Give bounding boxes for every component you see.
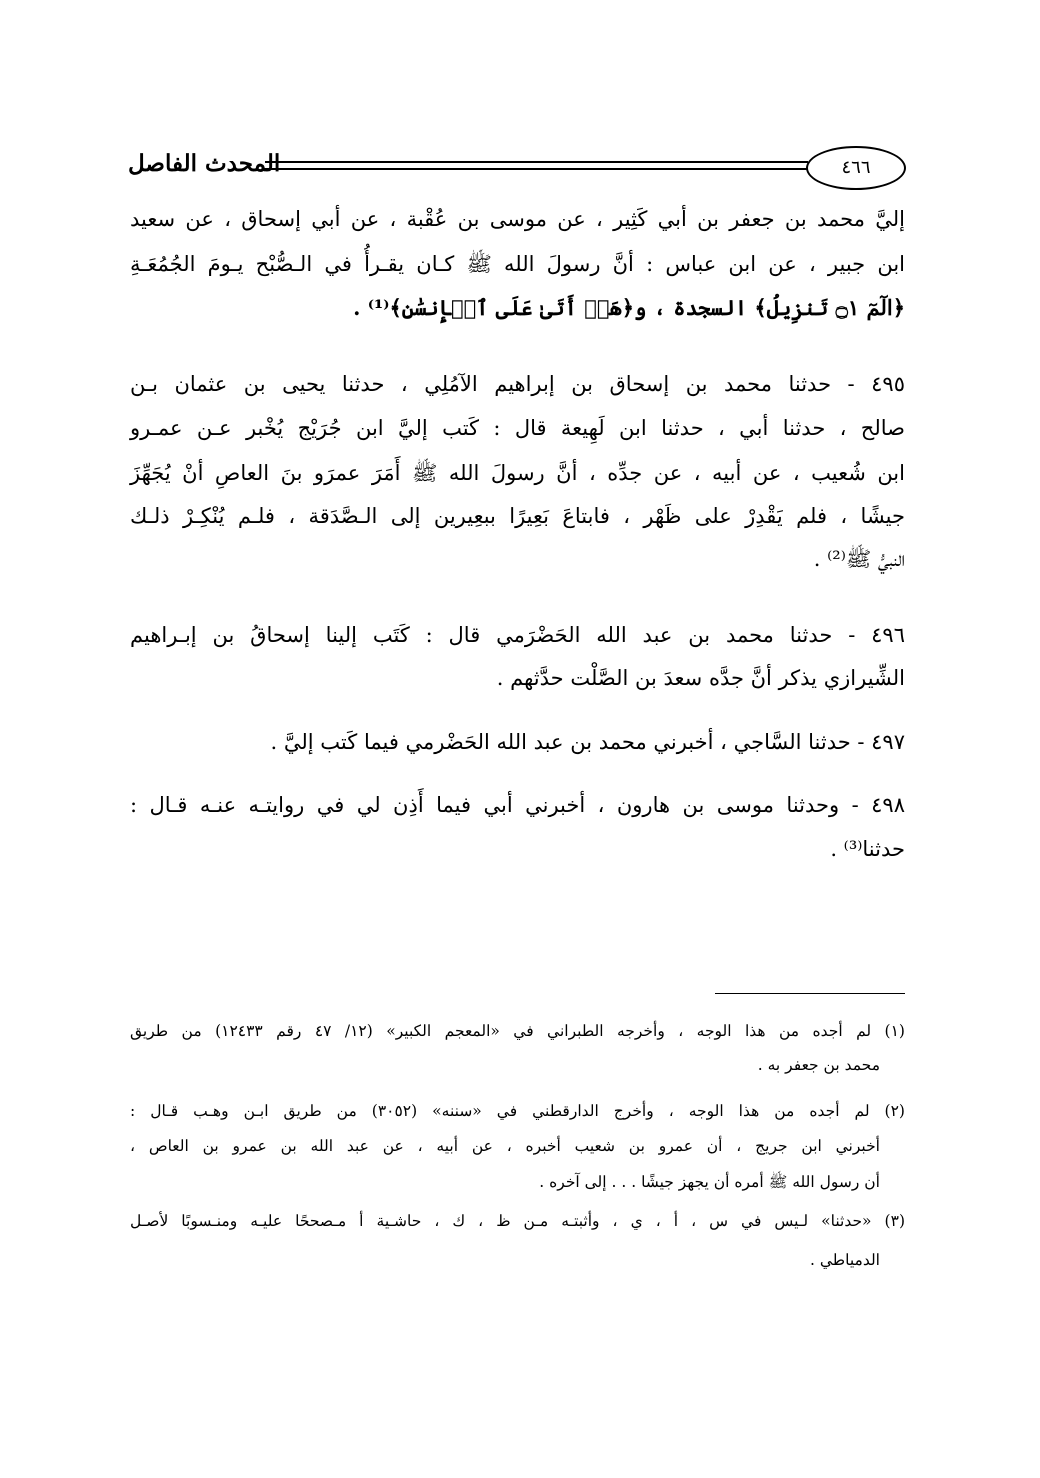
- text-line: النبيُّ ﷺ⁽²⁾ .: [813, 547, 905, 571]
- footnote-line: الدمياطي .: [810, 1251, 880, 1269]
- text-line: جيشًا ، فلم يَقْدِرْ على ظَهْر ، فابتاعَ بَعِيرًا ببعِيرين إلى الـصَّدَقة ، فلـم يُنْكِـرْ ذلـك: [130, 504, 905, 528]
- footnote-line: محمد بن جعفر به .: [757, 1056, 880, 1074]
- footnote-line: أن رسول الله ﷺ أمره أن يجهز جيشًا . . . إلى آخره .: [539, 1173, 880, 1191]
- text-line: حدثنا⁽³⁾ .: [830, 837, 905, 861]
- text-line: الشِّيرازي يذكر أنَّ جدَّه سعدَ بن الصَّلْت حدَّثهم .: [496, 666, 905, 690]
- header-rule: [265, 161, 808, 163]
- book-title: المحدث الفاصل: [128, 150, 281, 177]
- footnote-line: أخبرني ابن جريج ، أن عمرو بن شعيب أخبره ، عن أبيه ، عن عبد الله بن عمرو بن العاص ،: [130, 1137, 880, 1155]
- hadith-496: ٤٩٦ - حدثنا محمد بن عبد الله الحَضْرَمي قال : كَتَب إلينا إسحاقُ بن إبـراهيم: [130, 623, 905, 647]
- footnote-3: (٣) «حدثنا» لـيس في س ، أ ، ي ، وأثبتـه مـن ظ ، ك ، حاشـية أ مـصححًا عليـه ومنـسوبًا لأصـل: [130, 1212, 905, 1230]
- header-rule: [265, 168, 808, 170]
- text-line: ابن جبير ، عن ابن عباس : أنَّ رسولَ الله ﷺ كـان يقـرأُ في الـصُّبْح يـومَ الجُمُعَـةِ: [130, 252, 905, 276]
- text-line: ابن شُعيب ، عن أبيه ، عن جدِّه ، أنَّ رسولَ الله ﷺ أَمَرَ عمرَو بنَ العاصِ أنْ يُجَهِّزَ: [130, 461, 905, 485]
- footnote-2: (٢) لم أجده من هذا الوجه ، وأخرج الدارقطني في «سننه» (٣٠٥٢) من طريق ابـن وهـب قـال :: [130, 1102, 905, 1120]
- hadith-497: ٤٩٧ - حدثنا السَّاجي ، أخبرني محمد بن عبد الله الحَضْرمي فيما كَتب إليَّ .: [270, 730, 905, 754]
- footnote-separator: [715, 993, 905, 994]
- hadith-498: ٤٩٨ - وحدثنا موسى بن هارون ، أخبرني أبي فيما أَذِن لي في روايتـه عنـه قـال :: [130, 793, 905, 817]
- text-line: إليَّ محمد بن جعفر بن أبي كَثِير ، عن موسى بن عُقْبة ، عن أبي إسحاق ، عن سعيد: [130, 207, 905, 231]
- hadith-495: ٤٩٥ - حدثنا محمد بن إسحاق بن إبراهيم الآمُلِي ، حدثنا يحيى بن عثمان بـن: [130, 372, 905, 396]
- footnote-1: (١) لم أجده من هذا الوجه ، وأخرجه الطبراني في «المعجم الكبير» (١٢/ ٤٧ رقم ١٢٤٣٣) من طريق: [130, 1022, 905, 1040]
- text-line: صالح ، حدثنا أبي ، حدثنا ابن لَهِيعة قال : كَتب إليَّ ابن جُرَيْج يُخْبر عـن عمـرو: [130, 416, 905, 440]
- page-number: ٤٦٦: [806, 146, 906, 190]
- quran-verse-line: ﴿الٓمٓ ۝١ تَنزِيلُ﴾ السجدة ، و﴿هَلۡ أَتَىٰ عَلَى ٱلۡإِنسَٰنِ﴾⁽¹⁾ .: [353, 295, 905, 320]
